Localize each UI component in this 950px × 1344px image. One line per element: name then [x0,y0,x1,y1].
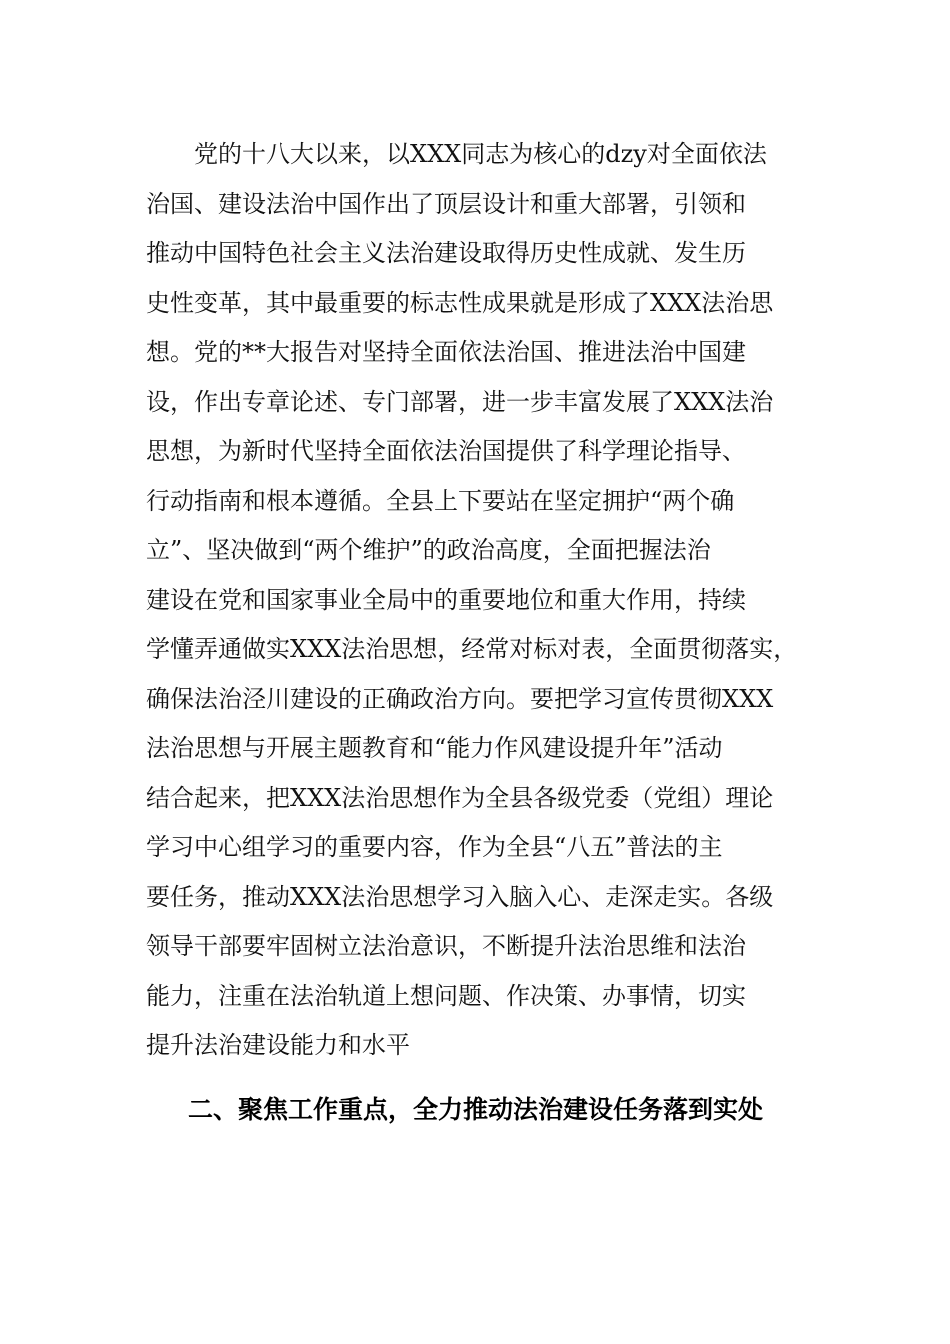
paragraph-line: 设，作出专章论述、专门部署，进一步丰富发展了XXX法治 [146,387,774,416]
paragraph-line: 史性变革，其中最重要的标志性成果就是形成了XXX法治思 [146,288,774,317]
paragraph-line: 法治思想与开展主题教育和“能力作风建设提升年”活动 [146,734,723,762]
paragraph-line: 建设在党和国家事业全局中的重要地位和重大作用，持续 [146,585,746,614]
paragraph-line: 学习中心组学习的重要内容，作为全县“八五”普法的主 [146,833,723,861]
paragraph-line: 行动指南和根本遵循。全县上下要站在坚定拥护“两个确 [146,486,735,515]
paragraph-line: 想。党的**大报告对坚持全面依法治国、推进法治中国建 [146,338,746,366]
paragraph-line: 能力，注重在法治轨道上想问题、作决策、办事情，切实 [146,981,746,1010]
body-paragraph [146,130,836,1071]
paragraph-line: 思想，为新时代坚持全面依法治国提供了科学理论指导、 [146,437,746,465]
paragraph-line: 要任务，推动XXX法治思想学习入脑入心、走深走实。各级 [146,882,774,911]
paragraph-line: 结合起来，把XXX法治思想作为全县各级党委（党组）理论 [146,783,774,812]
paragraph-line: 治国、建设法治中国作出了顶层设计和重大部署，引领和 [146,189,746,218]
paragraph-line: 学懂弄通做实XXX法治思想，经常对标对表，全面贯彻落实， [146,635,798,663]
paragraph-line: 党的十八大以来，以XXX同志为核心的dzy对全面依法 [146,140,767,168]
section-heading: 二、聚焦工作重点，全力推动法治建设任务落到实处 [188,1095,764,1124]
paragraph-line: 提升法治建设能力和水平 [146,1031,410,1059]
paragraph-line: 确保法治泾川建设的正确政治方向。要把学习宣传贯彻XXX [146,684,774,713]
paragraph-line: 推动中国特色社会主义法治建设取得历史性成就、发生历 [146,239,746,267]
paragraph-line: 领导干部要牢固树立法治意识，不断提升法治思维和法治 [146,932,746,960]
paragraph-line: 立”、坚决做到“两个维护”的政治高度，全面把握法治 [146,536,711,564]
